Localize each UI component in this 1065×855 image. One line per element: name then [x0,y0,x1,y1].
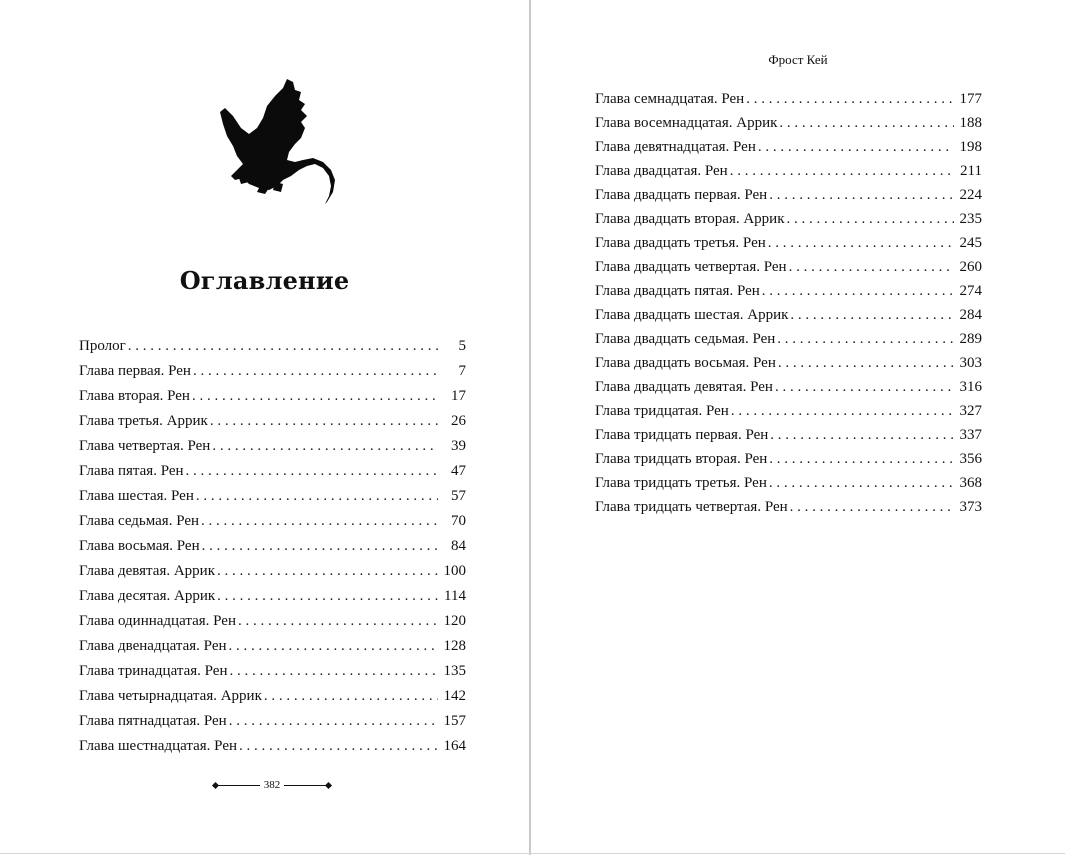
toc-leader-dots [769,447,954,471]
toc-entry-page: 5 [458,338,466,354]
toc-leader-dots [192,384,438,409]
toc-leader-dots [229,709,438,734]
toc-entry-label: Глава пятая. Рен [79,463,184,479]
toc-entry-label: Глава двадцать девятая. Рен [595,379,773,395]
toc-entry-page: 120 [443,613,466,629]
toc-leader-dots [229,634,438,659]
toc-leader-dots [731,399,954,423]
toc-leader-dots [768,231,954,255]
toc-entry [595,255,982,279]
folio-ornament-right [284,785,329,786]
toc-leader-dots [762,279,954,303]
toc-list-left [79,334,466,759]
toc-entry [79,734,466,759]
toc-entry [79,534,466,559]
toc-entry-label: Глава вторая. Рен [79,388,190,404]
left-page [0,0,529,855]
toc-entry-label: Глава двадцать первая. Рен [595,187,768,203]
toc-entry-page: 142 [443,688,466,704]
toc-leader-dots [769,471,954,495]
toc-entry [595,327,982,351]
toc-entry-page: 224 [959,187,982,203]
page-footer [215,776,329,794]
toc-entry [79,334,466,359]
toc-entry-page: 316 [959,379,982,395]
toc-entry-page: 39 [451,438,466,454]
toc-entry [595,303,982,327]
toc-entry-label: Глава четырнадцатая. Аррик [79,688,262,704]
toc-entry-label: Глава двадцать шестая. Аррик [595,307,789,323]
toc-entry [595,423,982,447]
toc-entry [595,111,982,135]
toc-entry [595,135,982,159]
toc-leader-dots [778,351,954,375]
toc-entry-label: Глава третья. Аррик [79,413,208,429]
toc-entry [595,447,982,471]
toc-entry-page: 26 [451,413,466,429]
toc-entry [79,584,466,609]
toc-entry-label: Глава двадцать седьмая. Рен [595,331,776,347]
toc-entry-page: 356 [959,451,982,467]
toc-entry-label: Глава двадцать вторая. Аррик [595,211,785,227]
toc-entry-page: 84 [451,538,466,554]
toc-entry [79,359,466,384]
toc-entry [595,207,982,231]
toc-entry-label: Глава двадцать четвертая. Рен [595,259,787,275]
toc-entry-label: Глава двадцатая. Рен [595,163,728,179]
toc-leader-dots [229,659,438,684]
toc-entry-label: Глава пятнадцатая. Рен [79,713,227,729]
toc-entry-page: 284 [959,307,982,323]
toc-entry-label: Глава одиннадцатая. Рен [79,613,236,629]
toc-entry [595,375,982,399]
toc-entry-label: Глава семнадцатая. Рен [595,91,745,107]
toc-entry-label: Глава тридцатая. Рен [595,403,729,419]
toc-leader-dots [239,734,438,759]
toc-entry-label: Пролог [79,338,126,354]
toc-leader-dots [787,207,955,231]
toc-entry-label: Глава десятая. Аррик [79,588,216,604]
toc-entry-label: Глава первая. Рен [79,363,191,379]
toc-entry [79,409,466,434]
toc-entry-page: 70 [451,513,466,529]
toc-entry [79,659,466,684]
folio-ornament-left [215,785,260,786]
toc-entry-label: Глава четвертая. Рен [79,438,211,454]
toc-leader-dots [746,87,954,111]
toc-leader-dots [264,684,438,709]
toc-leader-dots [201,509,438,534]
toc-entry-label: Глава тридцать вторая. Рен [595,451,768,467]
toc-entry [595,159,982,183]
toc-leader-dots [210,409,438,434]
toc-entry-page: 100 [443,563,466,579]
dragon-icon [215,76,340,210]
toc-entry-page: 260 [959,259,982,275]
toc-entry-page: 114 [444,588,466,604]
toc-entry [79,434,466,459]
toc-entry [79,559,466,584]
toc-entry [79,484,466,509]
toc-entry [595,495,982,519]
page-title: Оглавление [179,266,350,295]
toc-entry [595,279,982,303]
toc-entry-page: 198 [959,139,982,155]
toc-entry-page: 373 [959,499,982,515]
toc-entry-page: 289 [959,331,982,347]
toc-entry [79,509,466,534]
toc-entry-label: Глава двенадцатая. Рен [79,638,227,654]
toc-entry-label: Глава тридцать третья. Рен [595,475,767,491]
toc-leader-dots [777,327,954,351]
toc-leader-dots [238,609,438,634]
toc-entry [595,231,982,255]
toc-entry [595,471,982,495]
toc-entry [79,384,466,409]
toc-entry-page: 57 [451,488,466,504]
toc-entry-page: 135 [443,663,466,679]
toc-entry-label: Глава двадцать третья. Рен [595,235,766,251]
toc-entry-label: Глава двадцать пятая. Рен [595,283,760,299]
toc-entry [79,684,466,709]
toc-leader-dots [775,375,954,399]
toc-leader-dots [217,584,438,609]
page-bottom-edge [0,853,1065,854]
toc-entry-page: 368 [959,475,982,491]
toc-entry-page: 157 [443,713,466,729]
toc-leader-dots [790,495,954,519]
toc-entry-page: 47 [451,463,466,479]
toc-leader-dots [196,484,438,509]
toc-leader-dots [789,255,954,279]
toc-leader-dots [212,434,438,459]
toc-entry-page: 245 [959,235,982,251]
toc-entry [79,709,466,734]
toc-leader-dots [770,423,954,447]
toc-entry-page: 164 [443,738,466,754]
running-head: Фрост Кей [768,52,828,67]
toc-entry-page: 274 [959,283,982,299]
toc-entry [595,87,982,111]
toc-entry-label: Глава шестнадцатая. Рен [79,738,238,754]
toc-entry-label: Глава девятнадцатая. Рен [595,139,756,155]
toc-entry [595,399,982,423]
toc-entry [595,183,982,207]
toc-leader-dots [769,183,954,207]
toc-entry [79,459,466,484]
toc-entry [595,351,982,375]
toc-entry-page: 303 [959,355,982,371]
toc-entry-label: Глава двадцать восьмая. Рен [595,355,776,371]
toc-entry-label: Глава шестая. Рен [79,488,194,504]
toc-entry-label: Глава тридцать четвертая. Рен [595,499,788,515]
toc-entry-label: Глава восьмая. Рен [79,538,200,554]
toc-leader-dots [186,459,438,484]
toc-entry-page: 17 [451,388,466,404]
toc-entry [79,609,466,634]
toc-leader-dots [217,559,438,584]
toc-entry-page: 337 [959,427,982,443]
toc-entry-page: 177 [959,91,982,107]
toc-leader-dots [193,359,438,384]
toc-leader-dots [202,534,438,559]
toc-entry [79,634,466,659]
toc-entry-label: Глава девятая. Аррик [79,563,215,579]
page-number: 382 [263,779,281,791]
toc-entry-page: 327 [959,403,982,419]
toc-entry-page: 235 [959,211,982,227]
toc-entry-label: Глава седьмая. Рен [79,513,200,529]
toc-leader-dots [779,111,954,135]
toc-leader-dots [730,159,954,183]
toc-entry-label: Глава тринадцатая. Рен [79,663,228,679]
toc-entry-page: 188 [959,115,982,131]
toc-entry-label: Глава восемнадцатая. Аррик [595,115,778,131]
toc-leader-dots [128,334,438,359]
toc-leader-dots [790,303,954,327]
toc-entry-page: 7 [458,363,466,379]
toc-entry-label: Глава тридцать первая. Рен [595,427,769,443]
toc-entry-page: 211 [960,163,982,179]
toc-list-right [595,87,982,519]
toc-leader-dots [758,135,954,159]
toc-entry-page: 128 [443,638,466,654]
